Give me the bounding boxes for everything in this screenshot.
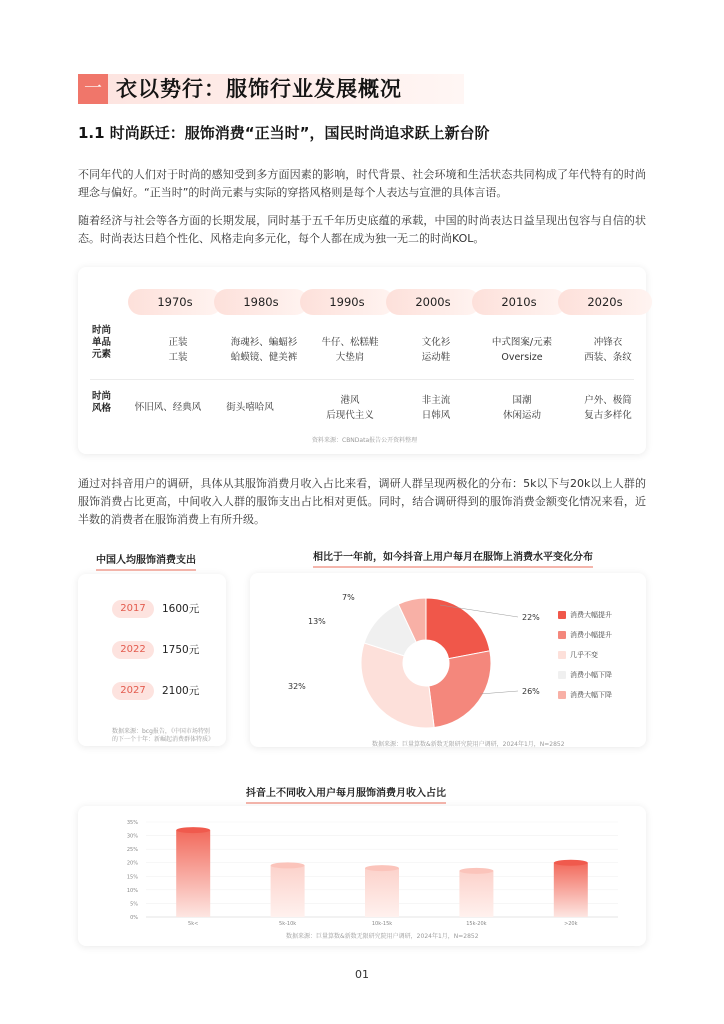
- bar-4: [459, 871, 493, 917]
- style-2020s: 户外、极简 复古多样化: [584, 395, 632, 421]
- pie-label: 32%: [288, 682, 306, 691]
- legend-item: 消费大幅下降: [558, 691, 612, 700]
- x-tick-label: 10k-15k: [371, 921, 393, 927]
- pie-slice-2: [429, 651, 491, 728]
- pie-slice-3: [361, 643, 434, 728]
- row-label-items: 时尚 单品 元素: [92, 325, 112, 360]
- bar-source: 数据来源：巨量算数&新数无限研究院用户调研，2024年1月，N=2852: [286, 933, 479, 940]
- legend-item: 消费小幅提升: [558, 631, 612, 640]
- row-label-styles: 时尚 风格: [92, 391, 112, 414]
- bar-card: [78, 806, 646, 946]
- legend-swatch: [558, 631, 566, 639]
- era-1980s: 1980s: [214, 289, 308, 315]
- spending-value: 1600元: [162, 603, 200, 615]
- pie-label: 22%: [522, 613, 540, 622]
- bar-chart: [78, 806, 646, 946]
- spending-source-line-2: 的下一个十年：新崛起消费群体特质》: [112, 736, 215, 743]
- y-tick-label: 25%: [126, 847, 138, 854]
- y-tick-label: 20%: [126, 860, 138, 867]
- y-tick-label: 0%: [130, 915, 138, 921]
- bar-3: [365, 868, 399, 917]
- spending-value: 1750元: [162, 644, 200, 656]
- pie-source: 数据来源：巨量算数&新数无限研究院用户调研，2024年1月，N=2852: [372, 741, 565, 748]
- x-tick-label: 5k<: [188, 921, 199, 927]
- bar-title: 抖音上不同收入用户每月服饰消费月收入占比: [246, 784, 446, 804]
- legend-swatch: [558, 611, 566, 619]
- intro-paragraph-1: 不同年代的人们对于时尚的感知受到多方面因素的影响，时代背景、社会环境和生活状态共同构成了年代特有的时尚理念与偏好。“正当时”的时尚元素与实际的穿搭风格则是每个人表达与宣泄的具体言语。: [78, 168, 646, 199]
- pie-label: 13%: [308, 617, 326, 626]
- pie-card: [250, 573, 646, 747]
- legend-item: 几乎不变: [558, 651, 598, 660]
- chapter-title: 衣以势行：服饰行业发展概况: [116, 77, 402, 101]
- y-tick-label: 30%: [126, 833, 138, 840]
- legend-swatch: [558, 691, 566, 699]
- items-2000s: 文化衫 运动鞋: [421, 337, 451, 363]
- x-tick-label: >20k: [564, 921, 578, 927]
- x-tick-label: 15k-20k: [466, 921, 487, 927]
- era-2010s: 2010s: [472, 289, 566, 315]
- legend-item: 消费小幅下降: [558, 671, 612, 680]
- spending-value: 2100元: [162, 685, 200, 697]
- spending-year: 2027: [112, 682, 154, 700]
- era-1990s: 1990s: [300, 289, 394, 315]
- items-1980s: 海魂衫、蝙蝠衫 蛤蟆镜、健美裤: [230, 337, 298, 363]
- y-tick-label: 35%: [126, 820, 138, 826]
- spending-year: 2022: [112, 641, 154, 659]
- spending-card: [78, 574, 226, 746]
- style-1970s: 怀旧风、经典风: [134, 402, 202, 413]
- era-2020s: 2020s: [558, 289, 652, 315]
- pie-legend: [558, 611, 638, 701]
- era-1970s: 1970s: [128, 289, 222, 315]
- style-1980s: 街头嘻哈风: [226, 402, 274, 413]
- era-header-row: [128, 289, 628, 315]
- bar-1: [176, 830, 210, 917]
- intro-paragraph-2: 随着经济与社会等各方面的长期发展，同时基于五千年历史底蕴的承载，中国的时尚表达日益呈现出包容与自信的状态。时尚表达日趋个性化、风格走向多元化，每个人都在成为独一无二的时尚KOL。: [78, 214, 646, 245]
- section-title: 1.1 时尚跃迁：服饰消费“正当时”，国民时尚追求跃上新台阶: [78, 124, 490, 142]
- items-1990s: 牛仔、松糕鞋 大垫肩: [321, 337, 379, 363]
- pie-leader-line: [480, 691, 518, 694]
- spending-source-line-1: 数据来源：bcg报告，《中国市场特别: [112, 728, 210, 735]
- bar-cap-4: [459, 868, 493, 874]
- bar-cap-1: [176, 827, 210, 833]
- fashion-timeline-card: [78, 267, 646, 454]
- items-1970s: 正装 工装: [168, 337, 188, 363]
- items-2010s: 中式图案/元素 Oversize: [491, 337, 553, 363]
- y-tick-label: 10%: [126, 887, 138, 894]
- page-number: 01: [355, 968, 369, 981]
- y-tick-label: 5%: [130, 901, 138, 908]
- spending-title: 中国人均服饰消费支出: [96, 551, 196, 571]
- timeline-source: 资料来源：CBNData报告公开资料整理: [312, 437, 418, 444]
- survey-paragraph: 通过对抖音用户的调研，具体从其服饰消费月收入占比来看，调研人群呈现两极化的分布：5k以下与20k以上人群的服饰消费占比更高，中间收入人群的服饰支出占比相对更低。同时，结合调研得到的服饰消费金额变化情况来看，近半数的消费者在服饰消费上有所升级。: [78, 477, 646, 526]
- bar-cap-5: [554, 860, 588, 866]
- style-2010s: 国潮 休闲运动: [502, 395, 541, 421]
- chapter-number: 一: [78, 74, 108, 104]
- legend-swatch: [558, 651, 566, 659]
- pie-title: 相比于一年前，如今抖音上用户每月在服饰上消费水平变化分布: [313, 548, 593, 568]
- items-2020s: 冲锋衣 西装、条纹: [584, 337, 632, 363]
- bar-5: [554, 863, 588, 917]
- style-2000s: 非主流 日韩风: [421, 395, 451, 421]
- pie-slice-1: [426, 598, 490, 659]
- bar-2: [271, 865, 305, 917]
- x-tick-label: 5k-10k: [279, 921, 297, 927]
- timeline-divider: [90, 379, 634, 380]
- legend-item: 消费大幅提升: [558, 611, 612, 620]
- era-2000s: 2000s: [386, 289, 480, 315]
- bar-cap-2: [271, 862, 305, 868]
- chapter-heading: [78, 72, 464, 104]
- y-tick-label: 15%: [126, 874, 138, 881]
- pie-label: 7%: [342, 593, 355, 602]
- bar-cap-3: [365, 865, 399, 871]
- pie-label: 26%: [522, 687, 540, 696]
- legend-swatch: [558, 671, 566, 679]
- style-1990s: 港风 后现代主义: [326, 395, 374, 421]
- spending-year: 2017: [112, 600, 154, 618]
